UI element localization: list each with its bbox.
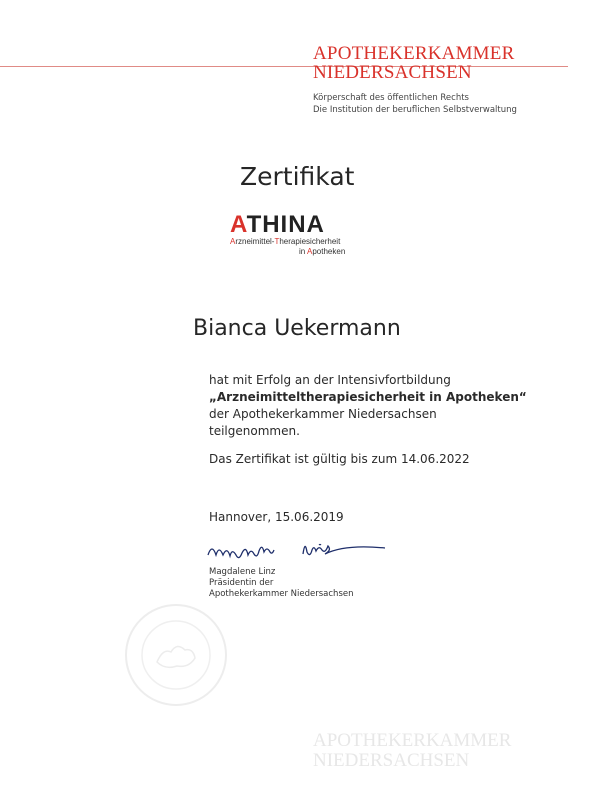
course-title: „Arzneimitteltherapiesicherheit in Apotheken“ [209,390,527,404]
signer-org: Apothekerkammer Niedersachsen [209,589,354,599]
watermark-line2: NIEDERSACHSEN [313,750,470,771]
signer-role: Präsidentin der [209,578,274,588]
certificate-title: Zertifikat [240,162,355,191]
watermark-line1: APOTHEKERKAMMER [313,730,512,751]
body-line3: der Apothekerkammer Niedersachsen [209,407,437,421]
validity-statement: Das Zertifikat ist gültig bis zum 14.06.2022 [209,452,470,466]
footer-watermark [313,731,511,771]
body-line4: teilgenommen. [209,424,300,438]
org-subtitle-line2: Die Institution der beruflichen Selbstverwaltung [313,105,517,115]
place-and-date: Hannover, 15.06.2019 [209,510,344,524]
signer-name: Magdalene Linz [209,567,276,577]
org-name-line2: NIEDERSACHSEN [313,62,472,83]
recipient-name: Bianca Uekermann [193,316,401,341]
embossed-seal-icon [121,600,231,714]
certificate-body [209,372,527,440]
signer-block [209,567,353,600]
logo-tagline-line1: Arzneimittel-Therapiesicherheit [230,237,341,246]
org-name [313,44,514,82]
logo-wordmark: ATHINA [230,211,325,238]
handwritten-signature-icon [203,535,393,569]
logo-tagline-line2: in Apotheken [299,247,346,256]
org-subtitle-line1: Körperschaft des öffentlichen Rechts [313,93,469,103]
athina-logo [230,213,345,257]
org-subtitle [313,92,517,116]
body-line1: hat mit Erfolg an der Intensivfortbildung [209,373,451,387]
org-name-line1: APOTHEKERKAMMER [313,43,515,64]
